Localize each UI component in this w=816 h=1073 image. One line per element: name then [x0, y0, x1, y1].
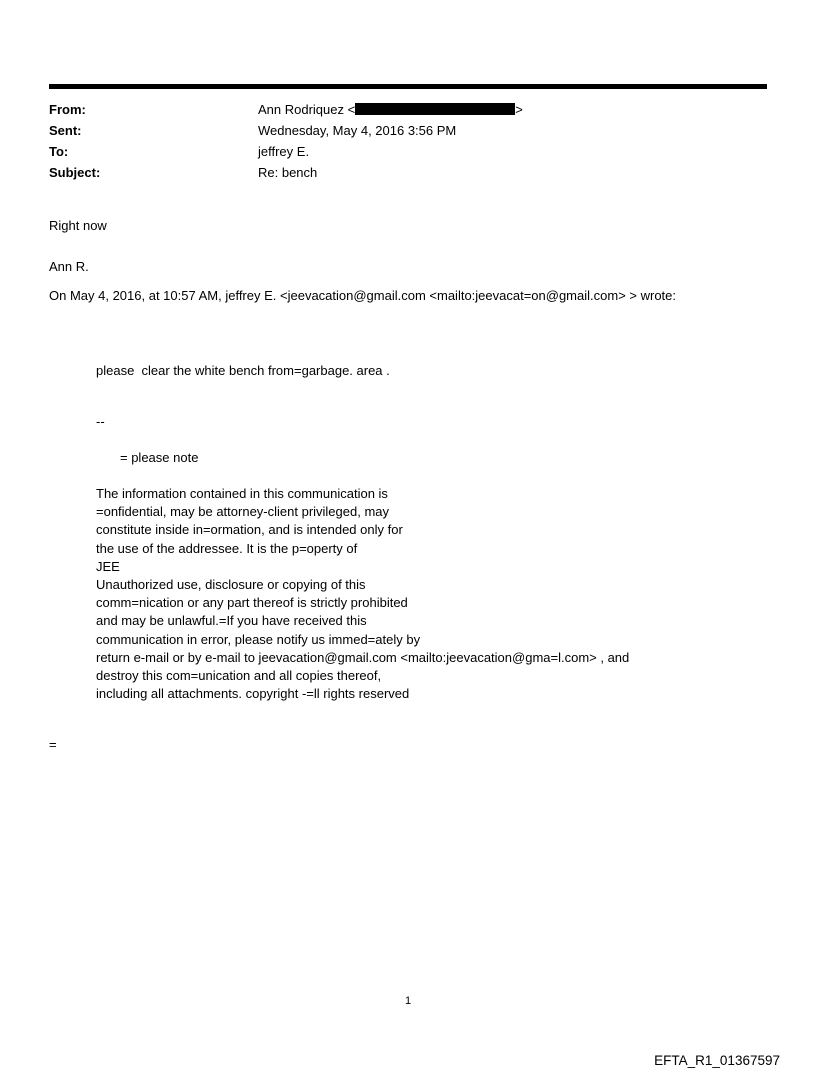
- legal-line: Unauthorized use, disclosure or copying of this: [96, 577, 366, 593]
- legal-line: JEE: [96, 558, 120, 574]
- legal-line: including all attachments. copyright -=ll rights reserved: [96, 686, 410, 702]
- trailing-equals: =: [49, 737, 57, 752]
- page-number: 1: [404, 995, 412, 1007]
- from-value-prefix: Ann Rodriquez <: [258, 102, 356, 117]
- legal-line: comm=nication or any part thereof is strictly prohibited: [96, 595, 408, 611]
- legal-line: and may be unlawful.=If you have received this: [96, 613, 367, 629]
- sent-value: Wednesday, May 4, 2016 3:56 PM: [258, 123, 457, 138]
- subject-value: Re: bench: [258, 165, 318, 180]
- reply-line: Right now: [49, 218, 107, 233]
- subject-label: Subject:: [49, 165, 101, 180]
- sent-label: Sent:: [49, 123, 82, 138]
- from-value-suffix: >: [515, 102, 523, 117]
- legal-line: =onfidential, may be attorney-client privileged, may: [96, 504, 390, 520]
- header-divider-rule: [49, 84, 767, 89]
- please-note-line: = please note: [120, 450, 199, 465]
- quote-intro-line: On May 4, 2016, at 10:57 AM, jeffrey E. <jeevacation@gmail.com <mailto:jeevacat=on@gmail.com> > wrote:: [49, 288, 676, 303]
- legal-line: return e-mail or by e-mail to jeevacation@gmail.com <mailto:jeevacation@gma=l.com> , and: [96, 649, 630, 665]
- to-value: jeffrey E.: [258, 144, 310, 159]
- legal-line: The information contained in this communication is: [96, 486, 388, 501]
- legal-line: communication in error, please notify us immed=ately by: [96, 631, 421, 647]
- from-value: [258, 99, 523, 120]
- signature-line: Ann R.: [49, 259, 89, 274]
- legal-line: the use of the addressee. It is the p=operty of: [96, 540, 358, 556]
- header-row-subject: [49, 162, 523, 183]
- email-header: [49, 99, 523, 183]
- bates-number: EFTA_R1_01367597: [654, 1053, 780, 1068]
- header-row-from: [49, 99, 523, 120]
- legal-line: destroy this com=unication and all copies thereof,: [96, 668, 382, 684]
- header-row-to: [49, 141, 523, 162]
- legal-disclaimer-block: [96, 485, 629, 703]
- separator-dashes: --: [96, 414, 105, 429]
- from-label: From:: [49, 102, 86, 117]
- header-row-sent: [49, 120, 523, 141]
- legal-line: constitute inside in=ormation, and is intended only for: [96, 522, 403, 538]
- to-label: To:: [49, 144, 69, 159]
- request-line: please clear the white bench from=garbage. area .: [96, 363, 390, 378]
- redaction-bar: [355, 103, 515, 115]
